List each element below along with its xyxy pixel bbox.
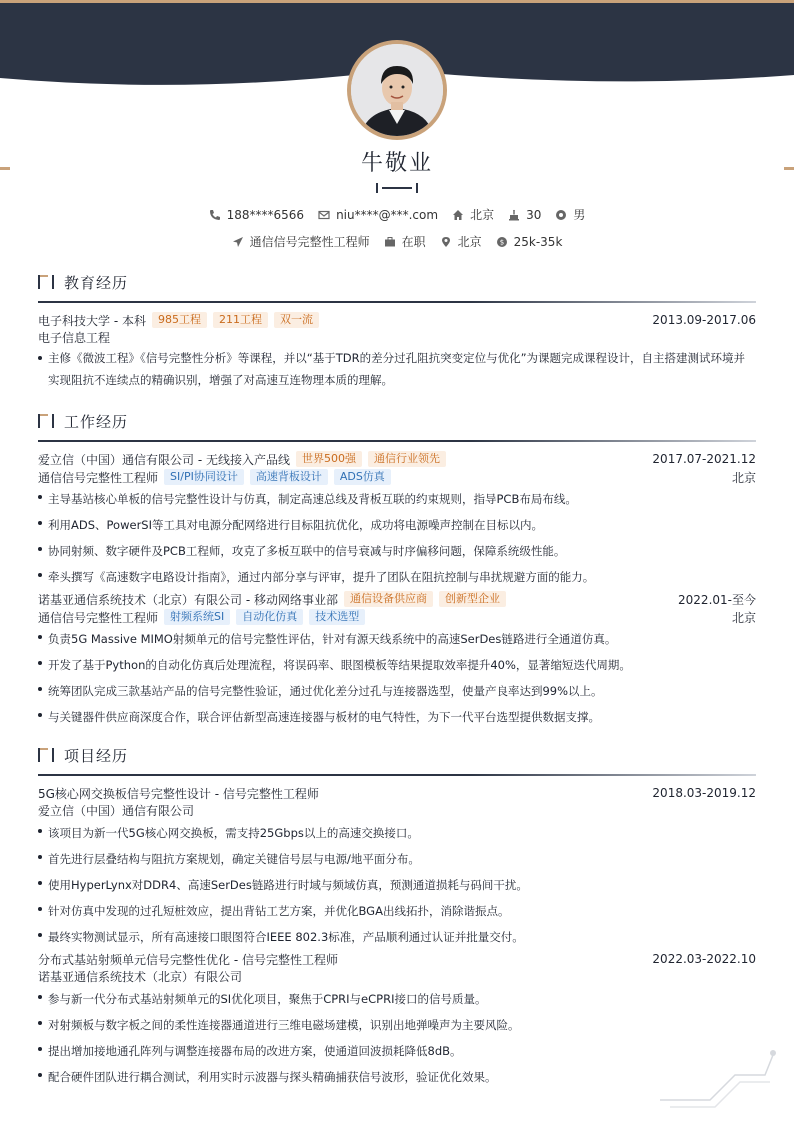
home-icon	[452, 209, 464, 221]
status-item	[384, 233, 426, 250]
section-title: 项目经历	[64, 746, 129, 765]
company-tag: 创新型企业	[439, 591, 506, 607]
age-item	[508, 208, 541, 222]
job-role: 通信信号完整性工程师	[38, 610, 159, 625]
job-entry	[38, 590, 756, 730]
projects-section	[38, 743, 756, 767]
job-bullet: 与关键器件供应商深度合作，联合评估新型高速连接器与板材的电气特性，为下一代平台选型提供数据支撑。	[38, 704, 756, 730]
project-bullet: 配合硬件团队进行耦合测试，利用实时示波器与探头精确捕获信号波形，验证优化效果。	[38, 1064, 756, 1090]
job-role: 通信信号完整性工程师	[38, 470, 159, 485]
salary: 25k-35k	[513, 234, 563, 249]
job-bullet: 统筹团队完成三款基站产品的信号完整性验证，通过优化差分过孔与连接器选型，使量产良率达到99%以上。	[38, 678, 756, 704]
skill-tag: 射频系统SI	[164, 609, 230, 625]
email-item	[318, 208, 438, 222]
project-dates: 2018.03-2019.12	[652, 786, 756, 800]
job-bullet: 开发了基于Python的自动化仿真后处理流程，将误码率、眼图模板等结果提取效率提升40%，显著缩短迭代周期。	[38, 652, 756, 678]
skill-tag: SI/PI协同设计	[164, 469, 244, 485]
school-tag: 985工程	[152, 312, 207, 328]
section-mark-icon	[38, 274, 58, 290]
education-section	[38, 270, 756, 294]
education-entry	[38, 311, 756, 391]
svg-text:$: $	[499, 238, 504, 247]
avatar	[347, 40, 447, 140]
project-entry	[38, 950, 756, 1090]
section-mark-icon	[38, 413, 58, 429]
skill-tag: 技术选型	[309, 609, 365, 625]
briefcase-icon	[384, 236, 396, 248]
company-name: 爱立信（中国）通信有限公司 - 无线接入产品线	[38, 452, 290, 467]
company-tag: 世界500强	[296, 451, 362, 467]
phone-icon	[209, 209, 221, 221]
project-entry	[38, 784, 756, 950]
job-title-item	[232, 233, 370, 250]
job-dates: 2017.07-2021.12	[652, 452, 756, 466]
job-location: 北京	[731, 610, 756, 625]
company-name: 诺基亚通信系统技术（北京）有限公司 - 移动网络事业部	[38, 592, 338, 607]
education-bullet: 主修《微波工程》《信号完整性分析》等课程，并以“基于TDR的差分过孔阻抗突变定位与优化”为课题完成课程设计，自主搭建测试环境并实现阻抗不连续点的精确识别，增强了对高速互连物理本质的理解。	[38, 347, 756, 391]
job-location: 北京	[731, 470, 756, 485]
candidate-name: 牛敬业	[360, 151, 433, 176]
age: 30	[526, 207, 542, 222]
company-tag: 通信行业领先	[368, 451, 446, 467]
skill-tag: 高速背板设计	[250, 469, 328, 485]
section-title: 工作经历	[64, 412, 129, 431]
target-city: 北京	[457, 235, 482, 249]
project-bullet: 针对仿真中发现的过孔短桩效应，提出背钻工艺方案，并优化BGA出线拓扑，消除谐振点。	[38, 898, 756, 924]
section-divider	[38, 774, 756, 776]
skill-tag: 自动化仿真	[236, 609, 303, 625]
contact-row	[0, 206, 794, 223]
job-intent-row	[0, 233, 794, 250]
project-bullet: 最终实物测试显示，所有高速接口眼图符合IEEE 802.3标准，产品顺利通过认证并批量交付。	[38, 924, 756, 950]
project-bullet: 该项目为新一代5G核心网交换板，需支持25Gbps以上的高速交换接口。	[38, 820, 756, 846]
phone-item	[209, 208, 304, 222]
section-title: 教育经历	[64, 273, 129, 292]
send-icon	[232, 236, 244, 248]
city: 北京	[470, 208, 495, 222]
project-dates: 2022.03-2022.10	[652, 952, 756, 966]
school-tag: 双一流	[274, 312, 319, 328]
project-bullet: 对射频板与数字板之间的柔性连接器通道进行三维电磁场建模，识别出地弹噪声为主要风险。	[38, 1012, 756, 1038]
company-tag: 通信设备供应商	[344, 591, 433, 607]
project-company: 诺基亚通信系统技术（北京）有限公司	[38, 970, 243, 984]
project-bullet: 使用HyperLynx对DDR4、高速SerDes链路进行时域与频域仿真，预测通道损耗与码间干扰。	[38, 872, 756, 898]
employment-status: 在职	[401, 235, 426, 249]
gender: 男	[573, 208, 586, 222]
job-bullet: 负责5G Massive MIMO射频单元的信号完整性评估，针对有源天线系统中的高速SerDes链路进行全通道仿真。	[38, 626, 756, 652]
job-bullet: 牵头撰写《高速数字电路设计指南》，通过内部分享与评审，提升了团队在阻抗控制与串扰规避方面的能力。	[38, 564, 756, 590]
circuit-decoration	[655, 1045, 785, 1110]
gender-item	[555, 206, 585, 223]
money-icon	[496, 236, 508, 248]
job-entry	[38, 450, 756, 590]
section-divider	[38, 440, 756, 442]
job-bullet: 利用ADS、PowerSI等工具对电源分配网络进行目标阻抗优化，成功将电源噪声控制在目标以内。	[38, 512, 756, 538]
phone-number: 188****6566	[226, 207, 305, 222]
job-title: 通信信号完整性工程师	[249, 235, 370, 249]
name-divider	[374, 182, 420, 194]
city-item	[452, 206, 494, 223]
job-bullet: 协同射频、数字硬件及PCB工程师，攻克了多板互联中的信号衰减与时序偏移问题，保障系统级性能。	[38, 538, 756, 564]
location-icon	[440, 236, 452, 248]
section-mark-icon	[38, 747, 58, 763]
project-bullet: 提出增加接地通孔阵列与调整连接器布局的改进方案，使通道回波损耗降低8dB。	[38, 1038, 756, 1064]
school-tag: 211工程	[213, 312, 268, 328]
portrait-photo	[351, 44, 443, 136]
salary-item	[496, 235, 563, 249]
project-bullet: 参与新一代分布式基站射频单元的SI优化项目，聚焦于CPRI与eCPRI接口的信号质量。	[38, 986, 756, 1012]
job-dates: 2022.01-至今	[678, 592, 756, 607]
school-name: 电子科技大学 - 本科	[38, 313, 146, 328]
target-city-item	[440, 233, 482, 250]
project-company: 爱立信（中国）通信有限公司	[38, 804, 195, 818]
major: 电子信息工程	[38, 331, 111, 345]
education-dates: 2013.09-2017.06	[652, 313, 756, 327]
project-name: 分布式基站射频单元信号完整性优化 - 信号完整性工程师	[38, 952, 338, 967]
work-section	[38, 409, 756, 433]
section-divider	[38, 301, 756, 303]
project-bullet: 首先进行层叠结构与阻抗方案规划，确定关键信号层与电源/地平面分布。	[38, 846, 756, 872]
email-address: niu****@***.com	[336, 207, 439, 222]
mail-icon	[318, 209, 330, 221]
job-bullet: 主导基站核心单板的信号完整性设计与仿真，制定高速总线及背板互联的约束规则，指导PCB布局布线。	[38, 486, 756, 512]
project-name: 5G核心网交换板信号完整性设计 - 信号完整性工程师	[38, 786, 319, 801]
gender-icon	[555, 209, 567, 221]
skill-tag: ADS仿真	[334, 469, 391, 485]
cake-icon	[508, 209, 520, 221]
